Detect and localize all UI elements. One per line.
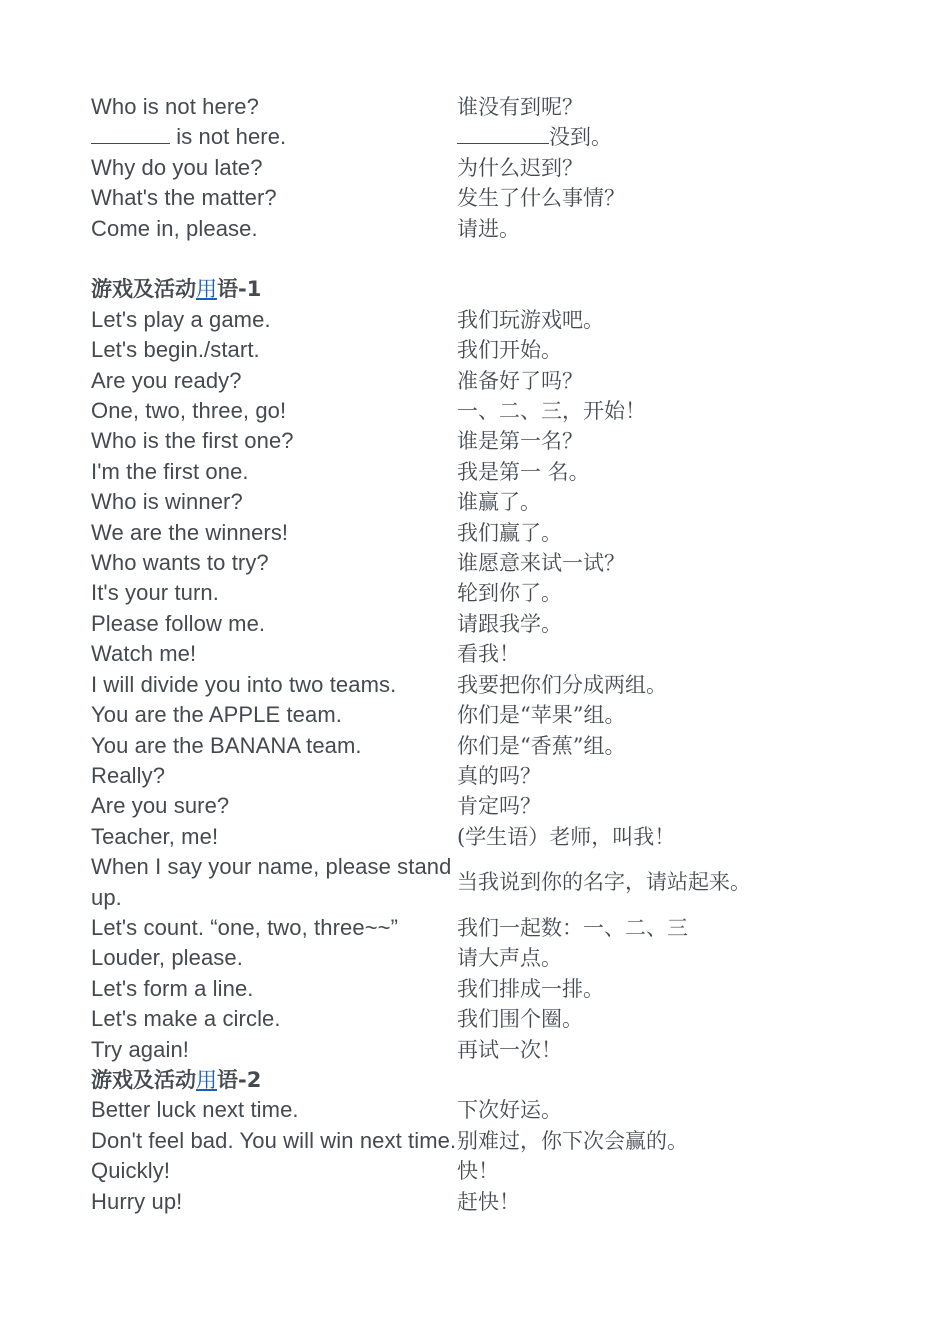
phrase-list-1	[91, 305, 871, 1065]
english-phrase: When I say your name, please stand up.	[91, 854, 452, 910]
english-phrase: Who wants to try?	[91, 550, 269, 576]
english-phrase: Better luck next time.	[91, 1097, 299, 1123]
english-phrase: Who is winner?	[91, 489, 243, 515]
phrase-row	[91, 335, 871, 365]
heading-text: 游戏及活动	[91, 1067, 196, 1092]
heading-text: 语-1	[217, 277, 262, 302]
phrase-row	[91, 92, 871, 122]
phrase-row	[91, 639, 871, 669]
chinese-translation: 为什么迟到？	[457, 155, 583, 180]
chinese-translation: 发生了什么事情？	[457, 186, 625, 211]
phrase-row	[91, 183, 871, 213]
chinese-translation: 看我！	[457, 642, 520, 667]
english-phrase: Let's begin./start.	[91, 337, 260, 363]
english-phrase: Please follow me.	[91, 610, 266, 636]
chinese-translation: 我们一起数：一、二、三	[457, 915, 688, 940]
phrase-row	[91, 1035, 871, 1065]
chinese-translation: 别难过，你下次会赢的。	[457, 1128, 688, 1153]
english-phrase: What's the matter?	[91, 185, 277, 211]
chinese-translation: 我要把你们分成两组。	[457, 672, 667, 697]
english-phrase: Let's count. “one, two, three~~”	[91, 914, 399, 940]
chinese-translation: 准备好了吗？	[457, 368, 583, 393]
phrase-row	[91, 1126, 871, 1156]
chinese-translation: 当我说到你的名字，请站起来。	[457, 870, 751, 895]
phrase-row	[91, 609, 871, 639]
english-phrase: Are you sure?	[91, 793, 230, 819]
chinese-translation: 我们玩游戏吧。	[457, 307, 604, 332]
english-phrase: It's your turn.	[91, 580, 219, 606]
english-phrase: Who is the first one?	[91, 428, 294, 454]
chinese-translation: 谁是第一名？	[457, 429, 583, 454]
english-phrase: Who is not here?	[91, 94, 259, 119]
chinese-translation: 肯定吗？	[457, 794, 541, 819]
english-phrase: We are the winners!	[91, 519, 289, 545]
english-phrase: You are the BANANA team.	[91, 732, 362, 758]
english-phrase: Come in, please.	[91, 215, 258, 241]
fill-in-blank	[457, 124, 549, 144]
phrase-row	[91, 913, 871, 943]
phrase-row	[91, 943, 871, 973]
chinese-translation: 谁没有到呢？	[457, 95, 583, 119]
heading-link[interactable]: 用	[196, 277, 217, 302]
english-phrase: I'm the first one.	[91, 458, 249, 484]
chinese-translation: 下次好运。	[457, 1098, 562, 1123]
phrase-row	[91, 366, 871, 396]
phrase-row	[91, 670, 871, 700]
phrase-row	[91, 153, 871, 183]
chinese-translation: 快！	[457, 1159, 499, 1184]
phrase-row	[91, 1095, 871, 1125]
fill-in-blank	[91, 124, 170, 144]
chinese-translation: 我是第一 名。	[457, 459, 590, 484]
chinese-translation: 一、二、三，开始！	[457, 399, 646, 424]
phrase-row	[91, 122, 871, 152]
english-phrase: Try again!	[91, 1036, 190, 1062]
english-phrase: Let's form a line.	[91, 975, 254, 1001]
section-heading-1	[91, 274, 871, 304]
chinese-translation: 你们是“苹果”组。	[457, 703, 626, 728]
chinese-translation: 真的吗？	[457, 763, 541, 788]
phrase-row	[91, 1004, 871, 1034]
phrase-row	[91, 578, 871, 608]
phrase-row	[91, 1187, 871, 1217]
phrase-row	[91, 457, 871, 487]
blank-line	[91, 244, 871, 274]
chinese-translation: 我们赢了。	[457, 520, 562, 545]
chinese-translation: 谁愿意来试一试？	[457, 551, 625, 576]
chinese-translation: 我们开始。	[457, 338, 562, 363]
english-phrase: Watch me!	[91, 641, 197, 667]
english-phrase: Louder, please.	[91, 945, 243, 971]
heading-link[interactable]: 用	[196, 1067, 217, 1092]
phrase-row	[91, 548, 871, 578]
english-phrase: Let's play a game.	[91, 306, 271, 332]
heading-text: 语-2	[217, 1067, 262, 1092]
phrase-row	[91, 700, 871, 730]
section-heading-2	[91, 1065, 871, 1095]
chinese-translation: 谁赢了。	[457, 490, 541, 515]
english-phrase: Quickly!	[91, 1158, 171, 1184]
chinese-translation: (学生语）老师，叫我！	[457, 824, 676, 849]
english-phrase-text: is not here.	[170, 124, 287, 150]
english-phrase: Really?	[91, 762, 166, 788]
phrase-row	[91, 974, 871, 1004]
phrase-row	[91, 426, 871, 456]
phrase-row	[91, 822, 871, 852]
english-phrase: Hurry up!	[91, 1188, 183, 1214]
english-phrase: Teacher, me!	[91, 823, 219, 849]
phrase-row	[91, 487, 871, 517]
chinese-translation: 再试一次！	[457, 1037, 562, 1062]
chinese-translation	[457, 122, 871, 152]
chinese-translation: 赶快！	[457, 1189, 520, 1214]
phrase-row	[91, 396, 871, 426]
phrase-row	[91, 214, 871, 244]
phrase-row	[91, 518, 871, 548]
chinese-translation: 你们是“香蕉”组。	[457, 733, 626, 758]
phrase-row	[91, 852, 871, 913]
english-phrase: Don't feel bad. You will win next time.	[91, 1127, 457, 1153]
phrase-list-2	[91, 1095, 871, 1217]
english-phrase: Are you ready?	[91, 367, 242, 393]
phrase-row	[91, 305, 871, 335]
english-phrase: Let's make a circle.	[91, 1006, 281, 1032]
english-phrase: One, two, three, go!	[91, 398, 287, 424]
chinese-translation: 请进。	[457, 216, 520, 241]
heading-text: 游戏及活动	[91, 277, 196, 302]
phrase-row	[91, 761, 871, 791]
english-phrase	[91, 122, 457, 152]
english-phrase: I will divide you into two teams.	[91, 671, 397, 697]
phrase-row	[91, 1156, 871, 1186]
chinese-translation-text: 没到。	[549, 125, 612, 150]
chinese-translation: 请跟我学。	[457, 611, 562, 636]
chinese-translation: 轮到你了。	[457, 581, 562, 606]
chinese-translation: 请大声点。	[457, 946, 562, 971]
chinese-translation: 我们围个圈。	[457, 1007, 583, 1032]
document-page	[91, 92, 871, 1217]
english-phrase: You are the APPLE team.	[91, 702, 342, 728]
english-phrase: Why do you late?	[91, 154, 263, 180]
phrase-row	[91, 791, 871, 821]
phrase-row	[91, 731, 871, 761]
chinese-translation: 我们排成一排。	[457, 976, 604, 1001]
